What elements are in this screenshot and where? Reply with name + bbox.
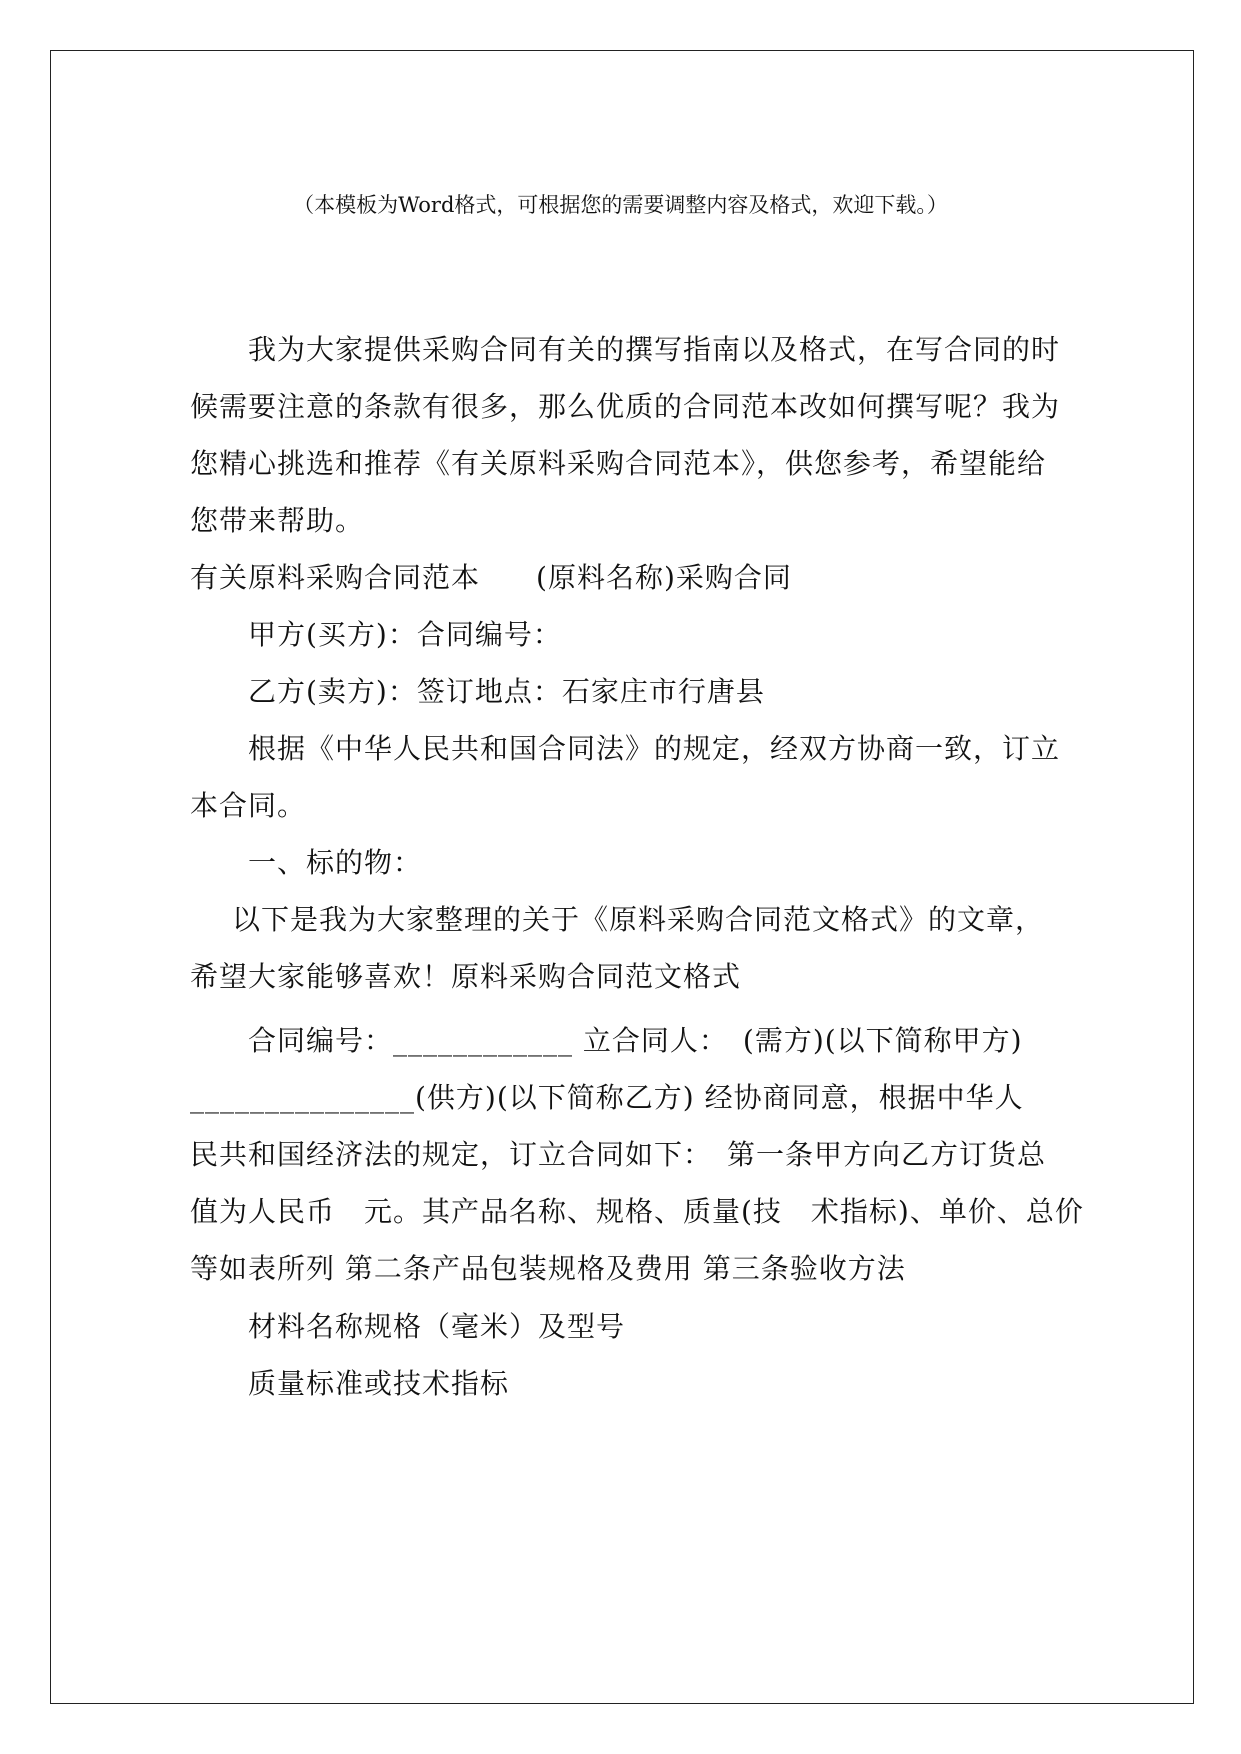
paragraph-line: 民共和国经济法的规定，订立合同如下： 第一条甲方向乙方订货总 [190,1138,1047,1171]
paragraph-line: 您精心挑选和推荐《有关原料采购合同范本》，供您参考，希望能给 [190,447,1047,480]
page-border [50,50,1194,1704]
paragraph-line: 希望大家能够喜欢！原料采购合同范文格式 [190,960,742,993]
contract-title-line [190,558,792,598]
party-a-line: 甲方(买方)：合同编号： [248,618,562,651]
paragraph-line: 等如表所列 第二条产品包装规格及费用 第三条验收方法 [190,1252,906,1285]
table-field-label: 质量标准或技术指标 [248,1367,510,1400]
paragraph-line: 您带来帮助。 [190,504,365,537]
party-b-line: 乙方(卖方)：签订地点：石家庄市行唐县 [248,675,765,708]
paragraph-line: 我为大家提供采购合同有关的撰写指南以及格式，在写合同的时 [248,333,1061,366]
paragraph-line: 本合同。 [190,789,307,822]
contract-number-line: 合同编号：____________ 立合同人： (需方)(以下简称甲方) [248,1024,1023,1057]
section-heading: 一、标的物： [248,846,423,879]
paragraph-line: 以下是我为大家整理的关于《原料采购合同范文格式》的文章， [232,903,1045,936]
contract-subtitle: (原料名称)采购合同 [536,561,792,594]
table-field-label: 材料名称规格（毫米）及型号 [248,1310,626,1343]
paragraph-line: 候需要注意的条款有很多，那么优质的合同范本改如何撰写呢？我为 [190,390,1061,423]
contract-title: 有关原料采购合同范本 [190,561,481,594]
paragraph-line: 值为人民币 元。其产品名称、规格、质量(技 术指标)、单价、总价 [190,1195,1084,1228]
template-note: （本模板为Word格式，可根据您的需要调整内容及格式，欢迎下载。） [293,193,948,217]
paragraph-line: _______________(供方)(以下简称乙方) 经协商同意，根据中华人 [190,1081,1024,1114]
paragraph-line: 根据《中华人民共和国合同法》的规定，经双方协商一致，订立 [248,732,1061,765]
